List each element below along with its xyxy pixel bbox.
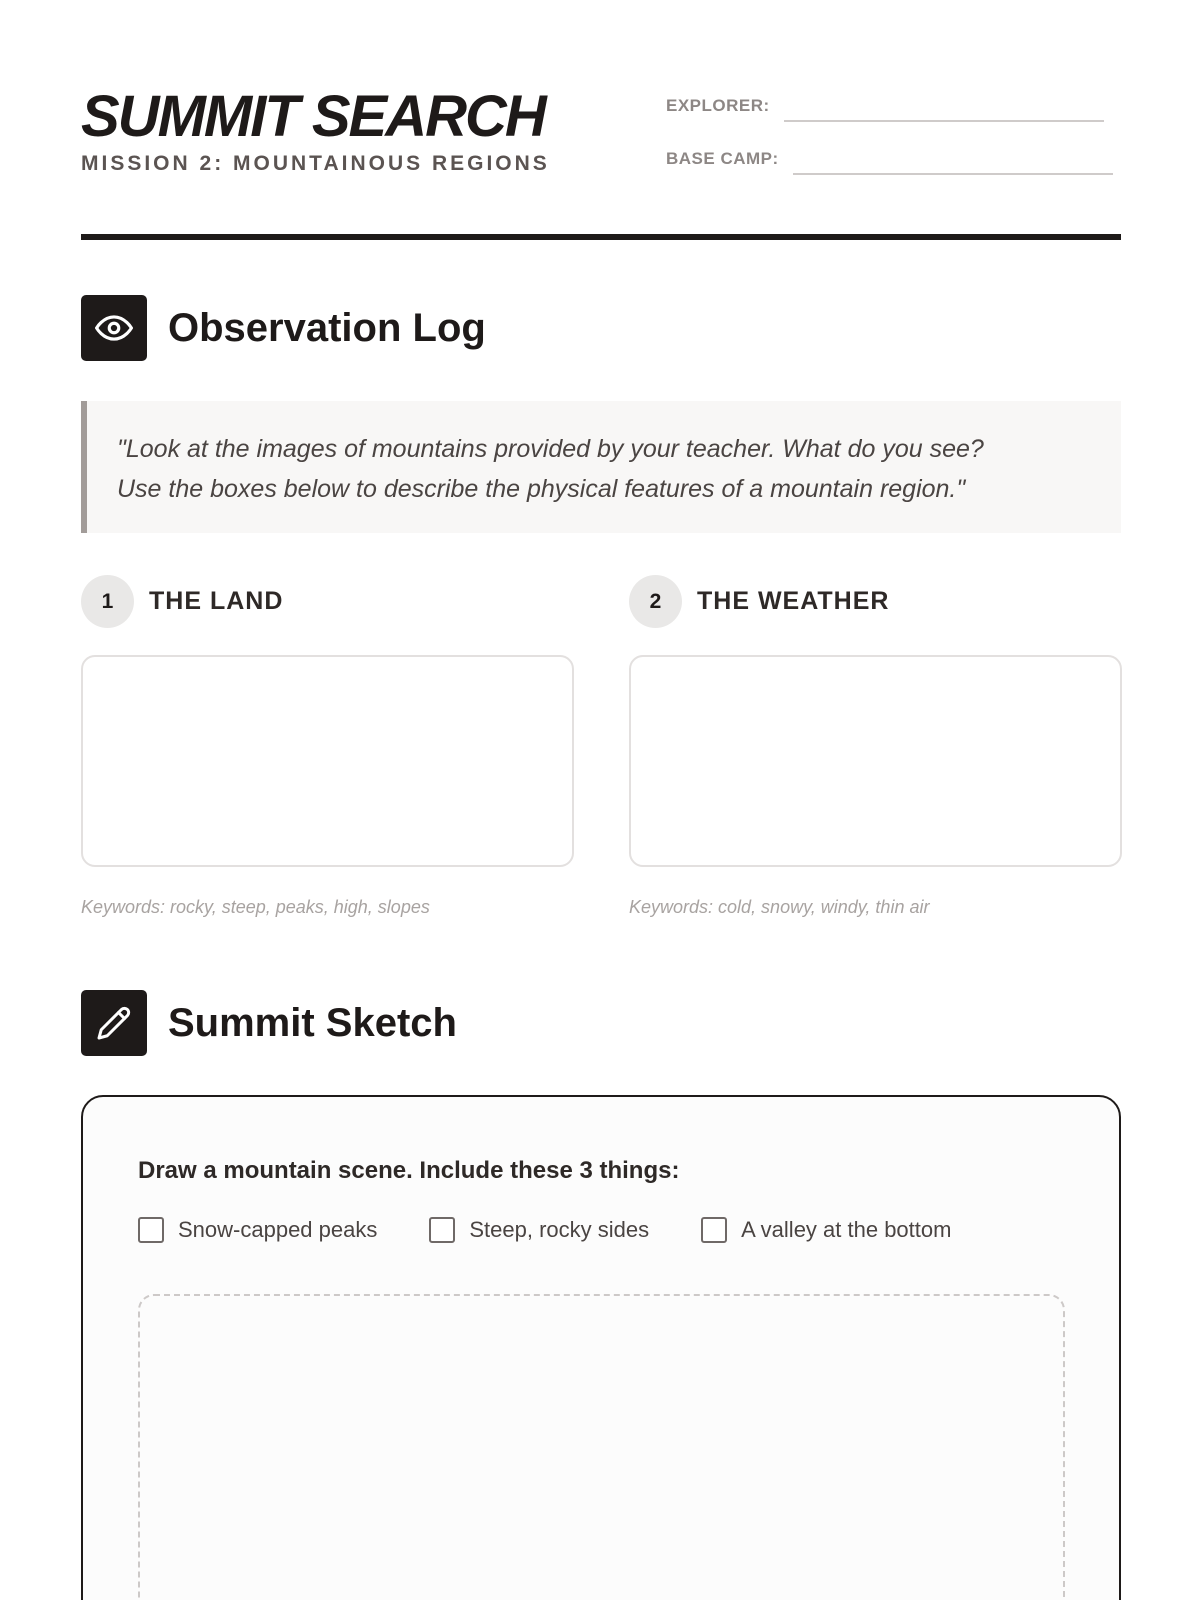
explorer-field — [666, 96, 1104, 116]
checklist-label: A valley at the bottom — [741, 1217, 952, 1242]
weather-keywords: Keywords: cold, snowy, windy, thin air — [629, 897, 930, 917]
sketch-checklist — [138, 1217, 1003, 1243]
page-title: SUMMIT SEARCH — [81, 84, 545, 149]
land-answer-box[interactable] — [81, 655, 574, 867]
prompt-line-2: Use the boxes below to describe the physical features of a mountain region." — [117, 475, 966, 503]
explorer-input-line[interactable] — [784, 120, 1104, 122]
sketch-instruction: Draw a mountain scene. Include these 3 things: — [138, 1157, 680, 1184]
checkbox[interactable] — [138, 1217, 164, 1243]
step-number-2: 2 — [629, 575, 682, 628]
base-camp-field — [666, 149, 1113, 169]
prompt-line-1: "Look at the images of mountains provided by your teacher. What do you see? — [117, 435, 984, 463]
observation-section-header — [81, 295, 486, 361]
step-number-1: 1 — [81, 575, 134, 628]
land-title: THE LAND — [149, 587, 284, 615]
observation-title: Observation Log — [168, 305, 486, 350]
explorer-label: EXPLORER: — [666, 96, 770, 115]
pencil-icon — [81, 990, 147, 1056]
checkbox[interactable] — [429, 1217, 455, 1243]
land-keywords: Keywords: rocky, steep, peaks, high, slopes — [81, 897, 430, 917]
base-camp-label: BASE CAMP: — [666, 149, 779, 168]
weather-answer-box[interactable] — [629, 655, 1122, 867]
sketch-section-header — [81, 990, 457, 1056]
eye-icon — [81, 295, 147, 361]
worksheet-header — [81, 86, 1121, 186]
checklist-label: Snow-capped peaks — [178, 1217, 378, 1242]
observation-prompt — [81, 401, 1121, 533]
page-subtitle: MISSION 2: MOUNTAINOUS REGIONS — [81, 152, 550, 175]
land-column-header — [81, 575, 283, 628]
checklist-item[interactable] — [138, 1217, 377, 1243]
base-camp-input-line[interactable] — [793, 173, 1113, 175]
checklist-label: Steep, rocky sides — [469, 1217, 650, 1242]
checkbox[interactable] — [701, 1217, 727, 1243]
sketch-card — [81, 1095, 1121, 1600]
weather-column-header — [629, 575, 889, 628]
checklist-item[interactable] — [429, 1217, 649, 1243]
drawing-area[interactable] — [138, 1294, 1065, 1600]
weather-title: THE WEATHER — [697, 587, 890, 615]
checklist-item[interactable] — [701, 1217, 951, 1243]
header-divider — [81, 234, 1121, 240]
sketch-title: Summit Sketch — [168, 1000, 457, 1045]
